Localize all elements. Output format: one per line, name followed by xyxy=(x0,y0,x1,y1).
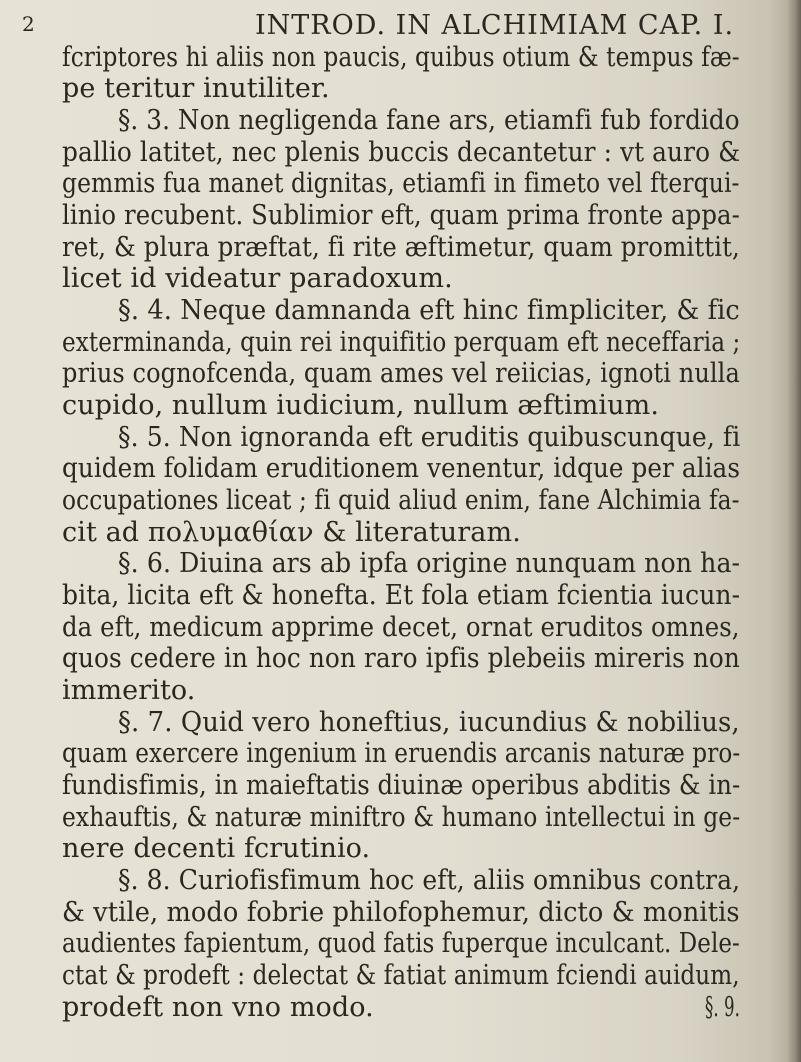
text-line: cit ad πολυμαθίαν & literaturam. xyxy=(62,517,521,548)
catchword: §. 9. xyxy=(705,992,740,1023)
text-line: ret, & plura præftat, fi rite æftimetur, quam promittit, xyxy=(62,232,740,263)
text-line: quam exercere ingenium in eruendis arcanis naturæ pro- xyxy=(62,738,741,769)
text-line: gemmis fua manet dignitas, etiamfi in fimeto vel fterqui- xyxy=(62,168,740,199)
text-line: §. 5. Non ignoranda eft eruditis quibuscunque, fi xyxy=(118,422,741,453)
text-line: §. 3. Non negligenda fane ars, etiamfi fub fordido xyxy=(118,105,740,136)
text-line: fundisfimis, in maieftatis diuinæ operibus abditis & in- xyxy=(62,770,741,801)
text-line: audientes fapientum, quod fatis fuperque inculcant. Dele- xyxy=(62,928,740,959)
text-line: pe teritur inutiliter. xyxy=(62,73,330,104)
text-line: §. 6. Diuina ars ab ipfa origine nunquam non ha- xyxy=(118,548,741,579)
text-line: immerito. xyxy=(62,675,196,706)
text-line: §. 8. Curiofisfimum hoc eft, aliis omnibus contra, xyxy=(118,865,741,896)
text-line: da eft, medicum apprime decet, ornat eruditos omnes, xyxy=(62,612,740,643)
text-line: quos cedere in hoc non raro ipfis plebeiis mireris non xyxy=(62,643,740,674)
text-line: bita, licita eft & honefta. Et fola etiam fcientia iucun- xyxy=(62,580,741,611)
running-title: INTROD. IN ALCHIMIAM CAP. I. xyxy=(255,10,735,41)
text-line: pallio latitet, nec plenis buccis decantetur : vt auro & xyxy=(62,137,741,168)
page-number: 2 xyxy=(22,12,35,36)
text-line: nere decenti fcrutinio. xyxy=(62,833,371,864)
text-line: exhauftis, & naturæ miniftro & humano intellectui in ge- xyxy=(62,802,741,833)
text-line: quidem folidam eruditionem venentur, idque per alias xyxy=(62,453,741,484)
text-line: cupido, nullum iudicium, nullum æftimium. xyxy=(62,390,660,421)
text-line: linio recubent. Sublimior eft, quam prima fronte appa- xyxy=(62,200,740,231)
text-line: occupationes liceat ; fi quid aliud enim, fane Alchimia fa- xyxy=(62,485,740,516)
text-line: prius cognofcenda, quam ames vel reiicias, ignoti nulla xyxy=(62,358,740,389)
text-line: §. 4. Neque damnanda eft hinc fimpliciter, & fic xyxy=(118,295,740,326)
text-line: & vtile, modo fobrie philofophemur, dicto & monitis xyxy=(62,897,740,928)
text-line: licet id videatur paradoxum. xyxy=(62,263,453,294)
text-line: fcriptores hi aliis non paucis, quibus otium & tempus fæ- xyxy=(62,42,740,73)
text-line: prodeft non vno modo. xyxy=(62,992,374,1023)
text-line: §. 7. Quid vero honeftius, iucundius & nobilius, xyxy=(118,707,740,738)
text-line: exterminanda, quin rei inquifitio perquam eft neceffaria ; xyxy=(62,327,741,358)
text-line: ctat & prodeft : delectat & fatiat animum fciendi auidum, xyxy=(62,960,740,991)
